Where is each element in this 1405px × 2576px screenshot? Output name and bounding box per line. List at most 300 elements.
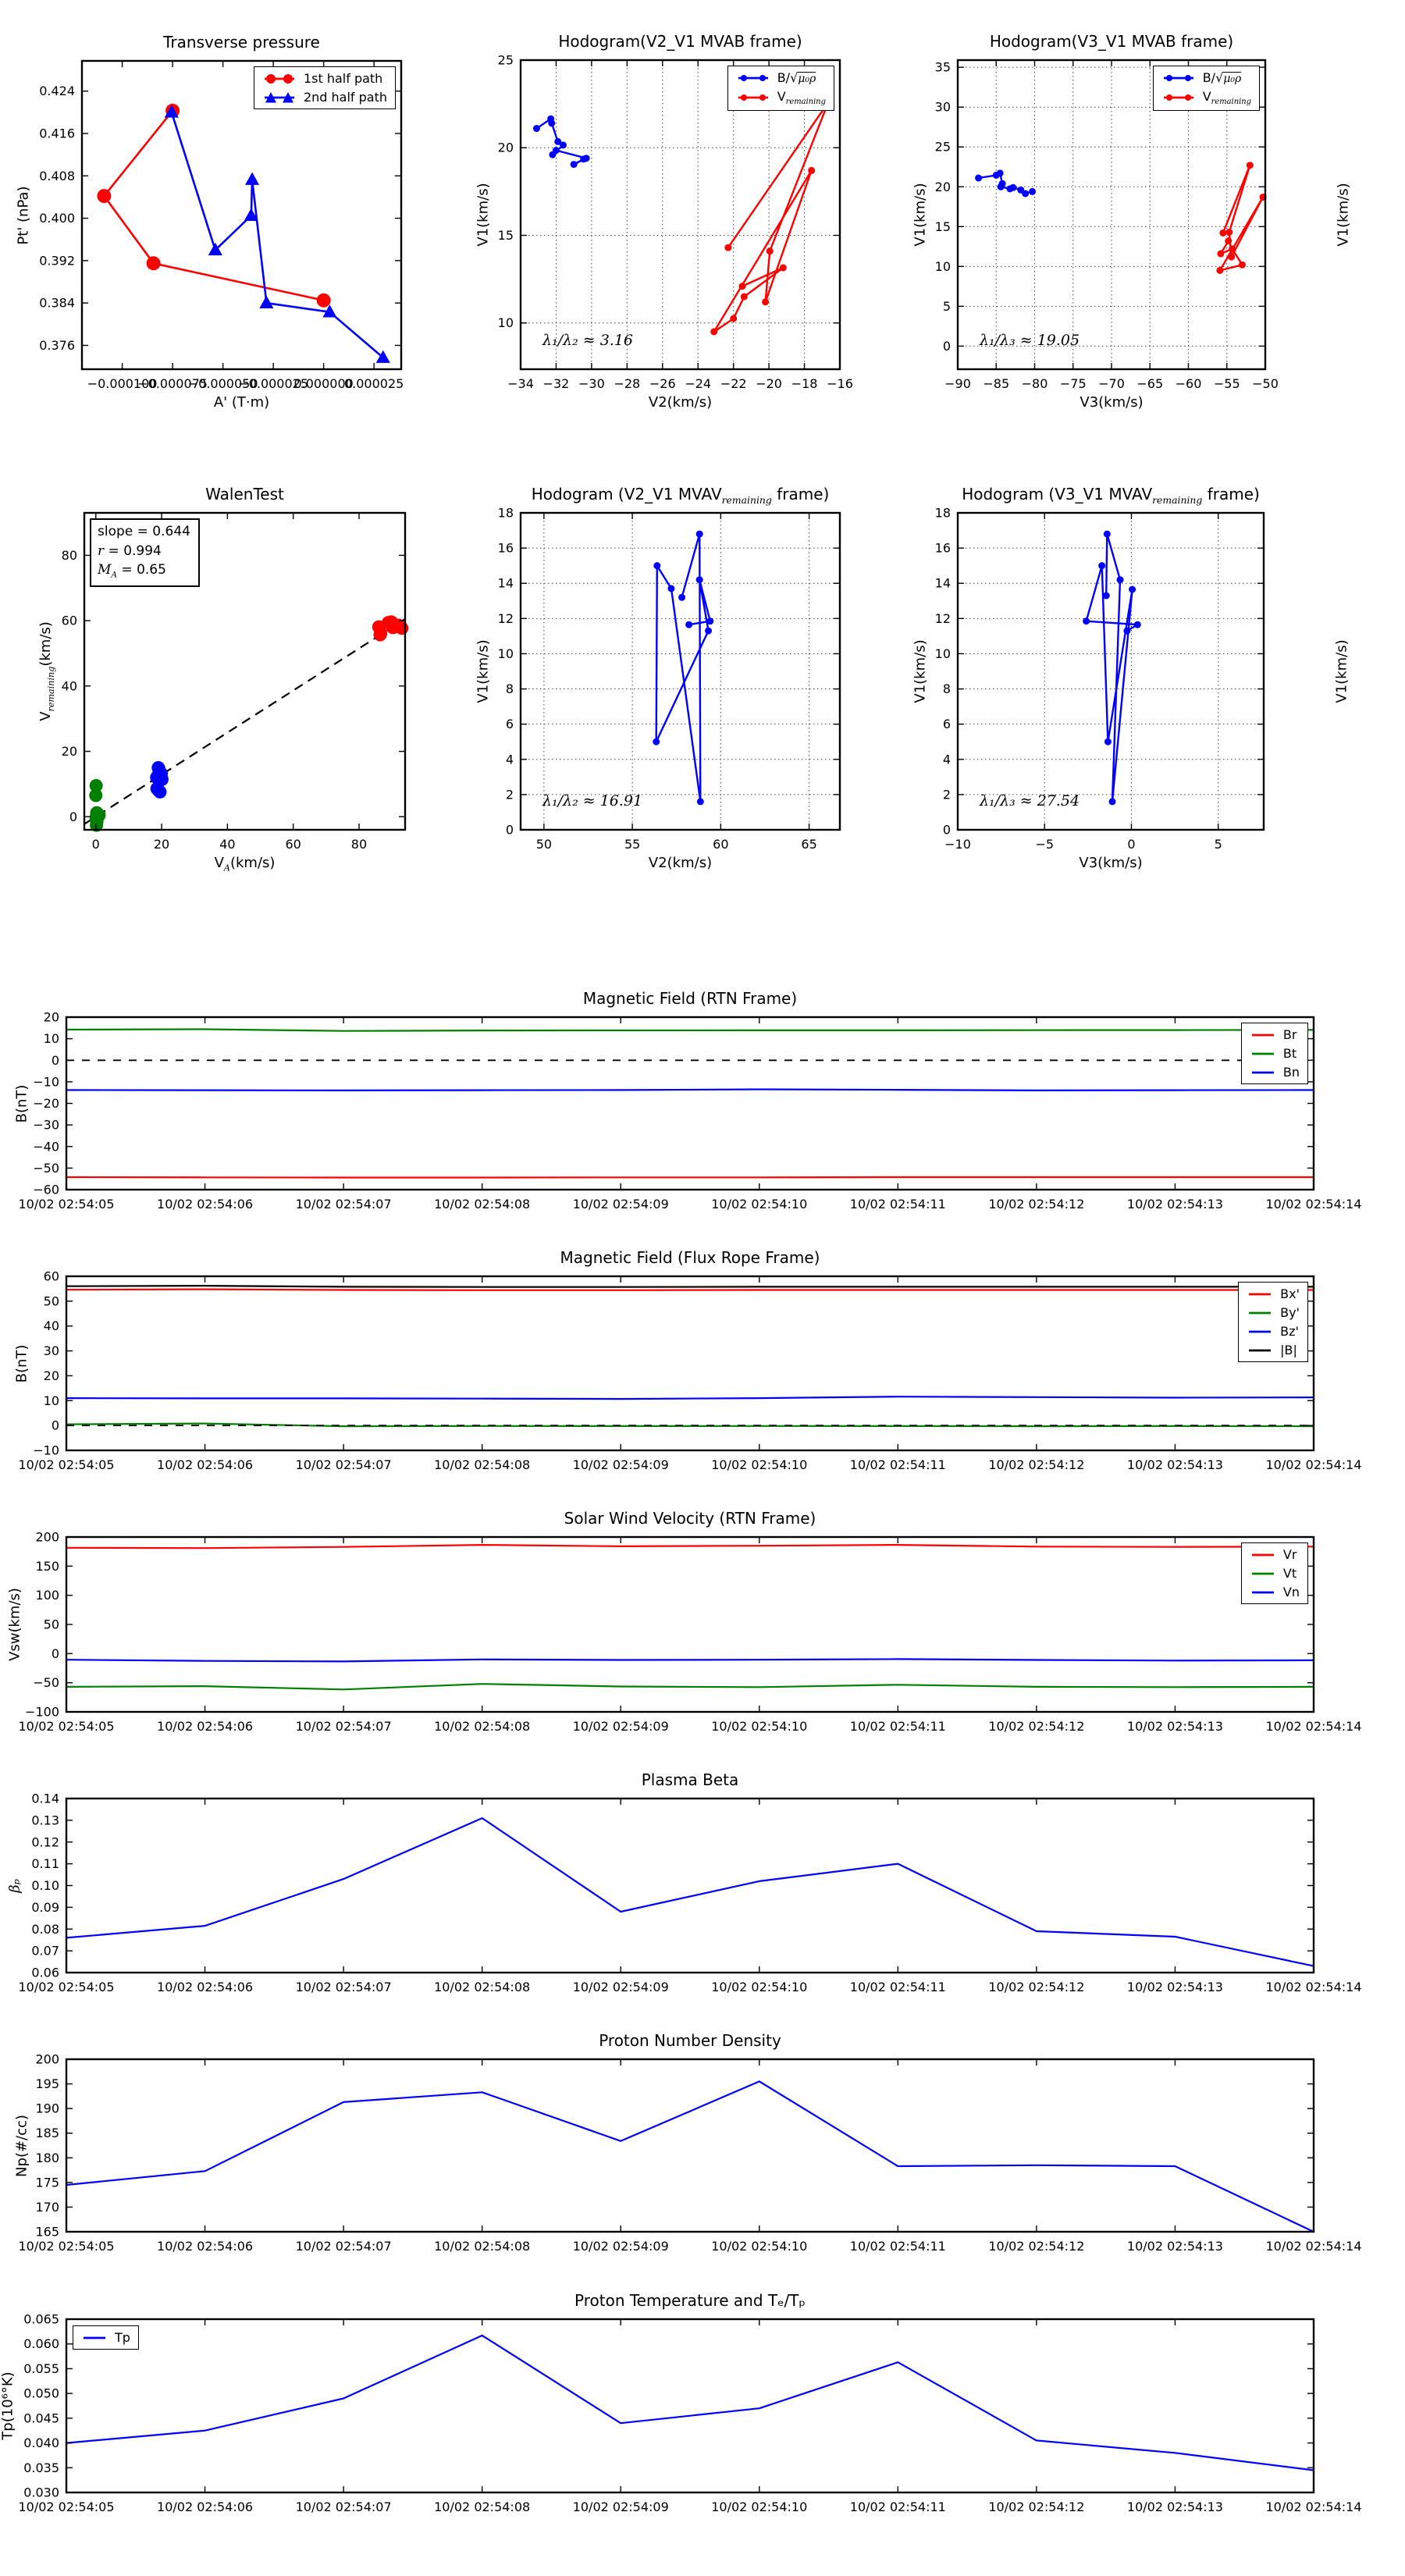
legend-entry <box>736 89 826 106</box>
svg-text:0.060: 0.060 <box>23 2336 59 2352</box>
legend-label: B/√μ₀ρ <box>777 70 816 85</box>
svg-text:10/02 02:54:07: 10/02 02:54:07 <box>295 2239 392 2254</box>
svg-text:10/02 02:54:10: 10/02 02:54:10 <box>711 2239 808 2254</box>
svg-text:−34: −34 <box>507 376 534 391</box>
legend <box>254 66 396 109</box>
svg-text:−50: −50 <box>1252 376 1279 391</box>
svg-text:10/02 02:54:09: 10/02 02:54:09 <box>572 1457 669 1472</box>
svg-text:10/02 02:54:11: 10/02 02:54:11 <box>849 2239 946 2254</box>
svg-text:10/02 02:54:13: 10/02 02:54:13 <box>1126 1719 1223 1734</box>
svg-text:16: 16 <box>497 540 514 556</box>
svg-text:0.055: 0.055 <box>23 2361 59 2376</box>
svg-text:0.376: 0.376 <box>39 337 75 353</box>
svg-text:10/02 02:54:11: 10/02 02:54:11 <box>849 2500 946 2514</box>
legend-label: Vt <box>1282 1566 1297 1581</box>
chart-title: Hodogram (V3_V1 $MVAV_{remaining}$ frame) <box>962 485 1260 506</box>
svg-text:−5: −5 <box>1035 837 1055 852</box>
svg-text:10/02 02:54:09: 10/02 02:54:09 <box>572 1980 669 1994</box>
svg-text:60: 60 <box>61 613 77 628</box>
svg-text:−60: −60 <box>1175 376 1202 391</box>
lambda-ratio-annotation: λ₁/λ₃ ≈ 27.54 <box>980 792 1080 809</box>
svg-text:0.065: 0.065 <box>23 2311 59 2327</box>
svg-text:0.424: 0.424 <box>39 84 75 99</box>
svg-text:8: 8 <box>505 681 514 697</box>
svg-text:−20: −20 <box>33 1096 59 1111</box>
chart-title: Transverse pressure <box>163 33 320 52</box>
svg-text:0.400: 0.400 <box>39 211 75 226</box>
svg-text:0: 0 <box>1127 837 1136 852</box>
legend-entry <box>1161 70 1251 85</box>
svg-text:16: 16 <box>934 540 951 556</box>
svg-text:10: 10 <box>934 258 951 274</box>
fit-stats-line: $M_A = 0.65$ <box>98 562 166 580</box>
svg-text:0: 0 <box>51 1418 59 1433</box>
svg-text:50: 50 <box>43 1617 59 1632</box>
y-axis-label: Tp(10⁶°K) <box>0 2371 16 2440</box>
hodogram-v3v1-mvav-chart <box>912 485 1350 871</box>
svg-text:−30: −30 <box>578 376 605 391</box>
legend-sample-line-icon <box>1247 1288 1273 1300</box>
svg-text:0.13: 0.13 <box>31 1813 59 1828</box>
chart-title: Hodogram(V3_V1 MVAB frame) <box>989 32 1234 51</box>
x-axis-label: V3(km/s) <box>1079 855 1143 871</box>
svg-text:0: 0 <box>942 822 951 838</box>
svg-text:10/02 02:54:10: 10/02 02:54:10 <box>711 1457 808 1472</box>
svg-text:−18: −18 <box>791 376 818 391</box>
legend-label: |B| <box>1280 1343 1297 1357</box>
chart-title: Hodogram(V2_V1 MVAB frame) <box>558 32 802 51</box>
svg-text:10/02 02:54:10: 10/02 02:54:10 <box>711 1197 808 1212</box>
svg-text:10/02 02:54:05: 10/02 02:54:05 <box>18 1719 115 1734</box>
svg-text:180: 180 <box>35 2150 59 2165</box>
legend-entry <box>1247 1324 1300 1339</box>
legend-sample-line-icon <box>1250 1029 1276 1041</box>
svg-text:−20: −20 <box>756 376 782 391</box>
svg-text:10/02 02:54:09: 10/02 02:54:09 <box>572 1197 669 1212</box>
svg-text:0.10: 0.10 <box>31 1878 59 1893</box>
y-axis-label: V1(km/s) <box>912 639 929 703</box>
svg-text:−50: −50 <box>33 1160 59 1176</box>
plot-area <box>18 1529 1362 1734</box>
svg-text:−10: −10 <box>33 1074 59 1090</box>
svg-text:−24: −24 <box>685 376 712 391</box>
legend-sample-triangle-icon <box>262 91 297 104</box>
svg-text:10/02 02:54:12: 10/02 02:54:12 <box>988 1197 1085 1212</box>
legend <box>1241 1542 1308 1604</box>
svg-text:10/02 02:54:12: 10/02 02:54:12 <box>988 1719 1085 1734</box>
svg-text:10/02 02:54:14: 10/02 02:54:14 <box>1265 2500 1362 2514</box>
svg-text:25: 25 <box>497 52 514 68</box>
svg-text:−40: −40 <box>33 1139 59 1155</box>
plot-area <box>18 1791 1362 1994</box>
svg-text:10/02 02:54:09: 10/02 02:54:09 <box>572 2500 669 2514</box>
svg-text:0.12: 0.12 <box>31 1834 59 1850</box>
svg-text:12: 12 <box>497 610 514 626</box>
svg-text:10/02 02:54:12: 10/02 02:54:12 <box>988 2239 1085 2254</box>
svg-text:185: 185 <box>35 2126 59 2141</box>
svg-text:10: 10 <box>497 315 514 331</box>
svg-text:−10: −10 <box>944 837 971 852</box>
svg-text:−65: −65 <box>1136 376 1164 391</box>
svg-text:190: 190 <box>35 2101 59 2116</box>
legend-entry <box>1250 1585 1300 1599</box>
svg-text:10/02 02:54:08: 10/02 02:54:08 <box>434 2500 531 2514</box>
svg-text:5: 5 <box>1214 837 1222 852</box>
legend-entry <box>736 70 826 85</box>
svg-text:10/02 02:54:14: 10/02 02:54:14 <box>1265 1457 1362 1472</box>
legend-sample-line-icon <box>1250 1567 1276 1580</box>
svg-text:0: 0 <box>69 809 77 824</box>
svg-text:18: 18 <box>497 505 514 521</box>
legend-sample-line-icon <box>1250 1586 1276 1599</box>
svg-text:60: 60 <box>285 837 301 852</box>
svg-text:−85: −85 <box>983 376 1010 391</box>
transverse-pressure-chart <box>15 33 404 411</box>
legend-entry <box>1250 1027 1300 1042</box>
svg-text:60: 60 <box>43 1268 59 1284</box>
svg-text:20: 20 <box>43 1009 59 1025</box>
legend-label: $V_{remaining}$ <box>1202 89 1251 107</box>
fit-stats-line: r = 0.994 <box>98 543 162 559</box>
legend <box>727 66 834 111</box>
y-axis-label: B(nT) <box>13 1344 30 1382</box>
svg-text:80: 80 <box>350 837 368 852</box>
svg-text:4: 4 <box>942 752 951 767</box>
hodogram-v3v1-mvab-chart <box>912 32 1352 411</box>
svg-text:10: 10 <box>43 1031 59 1047</box>
svg-text:10/02 02:54:11: 10/02 02:54:11 <box>849 1719 946 1734</box>
svg-text:10/02 02:54:14: 10/02 02:54:14 <box>1265 1980 1362 1994</box>
legend-label: Bz' <box>1280 1324 1299 1339</box>
legend-sample-line-icon <box>1247 1325 1273 1338</box>
legend-label: B/√μ₀ρ <box>1202 70 1242 85</box>
walen-test-chart <box>37 485 405 873</box>
svg-text:40: 40 <box>219 837 236 852</box>
svg-text:10/02 02:54:13: 10/02 02:54:13 <box>1126 1457 1223 1472</box>
svg-text:0: 0 <box>51 1052 59 1068</box>
magnetic-field-rtn-chart <box>13 989 1362 1212</box>
plot-area <box>497 505 840 852</box>
svg-text:4: 4 <box>505 752 514 767</box>
legend-label: Bx' <box>1280 1286 1300 1301</box>
svg-text:−26: −26 <box>649 376 676 391</box>
legend-entry <box>1250 1547 1300 1562</box>
plot-area <box>934 505 1264 852</box>
svg-text:0.07: 0.07 <box>31 1943 59 1959</box>
svg-text:0.06: 0.06 <box>31 1965 59 1980</box>
svg-text:−100: −100 <box>25 1704 59 1720</box>
y-axis-label-right: V1(km/s) <box>1335 183 1352 247</box>
svg-text:35: 35 <box>934 59 951 75</box>
legend-label: Bn <box>1282 1065 1300 1080</box>
svg-text:10/02 02:54:13: 10/02 02:54:13 <box>1126 1197 1223 1212</box>
svg-text:10/02 02:54:09: 10/02 02:54:09 <box>572 1719 669 1734</box>
svg-text:165: 165 <box>35 2224 59 2240</box>
legend-entry <box>262 90 387 105</box>
y-axis-label: $V_{remaining}(km/s)$ <box>37 621 56 721</box>
hodogram-v2v1-mvab-chart <box>475 32 853 411</box>
solar-wind-velocity-chart <box>6 1509 1362 1734</box>
svg-text:10/02 02:54:06: 10/02 02:54:06 <box>157 2500 254 2514</box>
legend-label: Tp <box>115 2330 130 2345</box>
y-axis-label: Np(#/cc) <box>13 2114 30 2177</box>
svg-text:−0.000025: −0.000025 <box>238 376 309 391</box>
magnetic-field-fluxrope-chart <box>13 1248 1362 1472</box>
svg-text:10/02 02:54:06: 10/02 02:54:06 <box>157 1980 254 1994</box>
lambda-ratio-annotation: λ₁/λ₃ ≈ 19.05 <box>980 332 1080 349</box>
legend-label: Bt <box>1282 1046 1297 1061</box>
svg-text:0.392: 0.392 <box>39 253 75 269</box>
svg-text:0.045: 0.045 <box>23 2411 59 2426</box>
svg-text:−90: −90 <box>944 376 971 391</box>
svg-text:10/02 02:54:05: 10/02 02:54:05 <box>18 2500 115 2514</box>
svg-text:10/02 02:54:09: 10/02 02:54:09 <box>572 2239 669 2254</box>
chart-title: WalenTest <box>205 485 284 503</box>
svg-text:195: 195 <box>35 2076 59 2092</box>
legend-entry <box>1247 1286 1300 1301</box>
x-axis-label: V2(km/s) <box>648 855 713 871</box>
svg-text:−50: −50 <box>33 1675 59 1691</box>
svg-text:0: 0 <box>505 822 514 838</box>
svg-text:−10: −10 <box>33 1443 59 1458</box>
svg-text:200: 200 <box>35 2051 59 2067</box>
svg-text:10/02 02:54:11: 10/02 02:54:11 <box>849 1197 946 1212</box>
svg-text:10/02 02:54:14: 10/02 02:54:14 <box>1265 1197 1362 1212</box>
y-axis-label: B(nT) <box>13 1084 30 1123</box>
svg-text:25: 25 <box>934 139 951 155</box>
svg-text:−16: −16 <box>827 376 853 391</box>
svg-text:−22: −22 <box>720 376 747 391</box>
svg-text:−0.000050: −0.000050 <box>187 376 258 391</box>
svg-text:20: 20 <box>934 179 951 194</box>
x-axis-label: V2(km/s) <box>648 394 713 411</box>
svg-text:170: 170 <box>35 2199 59 2215</box>
plot-area <box>18 2311 1362 2514</box>
svg-text:10/02 02:54:10: 10/02 02:54:10 <box>711 1980 808 1994</box>
svg-text:10/02 02:54:08: 10/02 02:54:08 <box>434 1980 531 1994</box>
legend-sample-circle-icon <box>262 73 297 85</box>
svg-text:5: 5 <box>942 298 951 314</box>
x-axis-label: A' (T·m) <box>213 394 270 411</box>
legend-sample-dot-icon <box>736 91 770 104</box>
svg-text:10: 10 <box>934 646 951 661</box>
svg-text:10/02 02:54:05: 10/02 02:54:05 <box>18 1457 115 1472</box>
svg-text:2: 2 <box>505 787 514 802</box>
legend-entry <box>1250 1566 1300 1581</box>
legend-label: By' <box>1280 1305 1300 1320</box>
svg-text:10/02 02:54:07: 10/02 02:54:07 <box>295 1457 392 1472</box>
svg-text:0.040: 0.040 <box>23 2435 59 2451</box>
chart-title: Hodogram (V2_V1 $MVAV_{remaining}$ frame) <box>531 485 830 506</box>
legend <box>73 2325 139 2350</box>
svg-text:0.384: 0.384 <box>39 295 75 311</box>
svg-text:10/02 02:54:10: 10/02 02:54:10 <box>711 1719 808 1734</box>
svg-text:10/02 02:54:14: 10/02 02:54:14 <box>1265 2239 1362 2254</box>
svg-text:0.08: 0.08 <box>31 1921 59 1937</box>
legend-sample-dot-icon <box>1161 72 1196 84</box>
svg-text:0.416: 0.416 <box>39 126 75 141</box>
svg-text:80: 80 <box>61 547 77 563</box>
svg-text:−28: −28 <box>614 376 641 391</box>
svg-text:18: 18 <box>934 505 951 521</box>
svg-text:−75: −75 <box>1059 376 1087 391</box>
chart-title: Proton Number Density <box>599 2031 781 2050</box>
chart-title: Proton Temperature and Tₑ/Tₚ <box>574 2291 806 2310</box>
svg-text:−0.000100: −0.000100 <box>87 376 158 391</box>
svg-text:60: 60 <box>713 837 729 852</box>
svg-text:30: 30 <box>43 1343 59 1359</box>
fit-stats-box <box>90 518 200 587</box>
lambda-ratio-annotation: λ₁/λ₂ ≈ 3.16 <box>542 332 634 349</box>
svg-text:0.408: 0.408 <box>39 168 75 183</box>
y-axis-label: βₚ <box>6 1878 23 1893</box>
legend-sample-dot-icon <box>736 72 770 84</box>
legend-entry <box>1247 1305 1300 1320</box>
legend-label: 1st half path <box>303 71 383 86</box>
svg-text:55: 55 <box>624 837 641 852</box>
legend-label: Vr <box>1282 1547 1297 1562</box>
svg-text:10/02 02:54:05: 10/02 02:54:05 <box>18 1980 115 1994</box>
svg-text:50: 50 <box>535 837 553 852</box>
y-axis-label: Vsw(km/s) <box>6 1588 23 1661</box>
svg-text:0.09: 0.09 <box>31 1899 59 1915</box>
svg-text:10/02 02:54:06: 10/02 02:54:06 <box>157 1719 254 1734</box>
svg-text:30: 30 <box>934 99 951 115</box>
y-axis-label: V1(km/s) <box>912 183 929 247</box>
svg-text:6: 6 <box>942 717 951 732</box>
svg-text:10: 10 <box>43 1393 59 1408</box>
svg-text:200: 200 <box>35 1529 59 1545</box>
legend <box>1153 66 1260 111</box>
legend-entry <box>1250 1065 1300 1080</box>
legend-sample-line-icon <box>1247 1307 1273 1319</box>
legend-label: $V_{remaining}$ <box>777 89 826 107</box>
svg-text:−80: −80 <box>1021 376 1048 391</box>
svg-text:−32: −32 <box>542 376 570 391</box>
legend <box>1238 1282 1308 1362</box>
legend-label: Br <box>1282 1027 1297 1042</box>
svg-text:20: 20 <box>43 1368 59 1383</box>
fit-stats-line: slope = 0.644 <box>98 524 190 539</box>
svg-text:10/02 02:54:07: 10/02 02:54:07 <box>295 1980 392 1994</box>
svg-text:0: 0 <box>942 338 951 354</box>
legend-sample-line-icon <box>1250 1549 1276 1561</box>
svg-text:2: 2 <box>942 787 951 802</box>
svg-text:10/02 02:54:05: 10/02 02:54:05 <box>18 2239 115 2254</box>
svg-text:40: 40 <box>43 1318 59 1334</box>
svg-text:10/02 02:54:12: 10/02 02:54:12 <box>988 2500 1085 2514</box>
svg-text:6: 6 <box>505 717 514 732</box>
svg-text:100: 100 <box>35 1588 59 1603</box>
x-axis-label: $V_A(km/s)$ <box>214 855 276 873</box>
svg-text:20: 20 <box>61 744 77 760</box>
legend-entry <box>262 71 387 86</box>
svg-text:40: 40 <box>61 678 77 694</box>
svg-text:10/02 02:54:12: 10/02 02:54:12 <box>988 1457 1085 1472</box>
legend-entry <box>81 2330 130 2345</box>
svg-text:10/02 02:54:07: 10/02 02:54:07 <box>295 1719 392 1734</box>
legend-label: 2nd half path <box>303 90 387 105</box>
svg-text:10/02 02:54:12: 10/02 02:54:12 <box>988 1980 1085 1994</box>
svg-text:10/02 02:54:06: 10/02 02:54:06 <box>157 2239 254 2254</box>
svg-text:10/02 02:54:10: 10/02 02:54:10 <box>711 2500 808 2514</box>
svg-text:−30: −30 <box>33 1117 59 1133</box>
svg-text:14: 14 <box>497 575 514 591</box>
y-axis-label: Pt' (nPa) <box>15 185 32 245</box>
svg-text:0: 0 <box>91 837 100 852</box>
svg-text:150: 150 <box>35 1558 59 1574</box>
svg-text:10/02 02:54:06: 10/02 02:54:06 <box>157 1457 254 1472</box>
svg-text:10/02 02:54:07: 10/02 02:54:07 <box>295 1197 392 1212</box>
proton-density-chart <box>13 2031 1362 2254</box>
legend-sample-dot-icon <box>1161 91 1196 104</box>
legend-sample-line-icon <box>1250 1048 1276 1060</box>
svg-text:0.11: 0.11 <box>31 1856 59 1872</box>
svg-text:10: 10 <box>497 646 514 661</box>
svg-text:10/02 02:54:08: 10/02 02:54:08 <box>434 1197 531 1212</box>
chart-title: Magnetic Field (Flux Rope Frame) <box>560 1248 820 1267</box>
svg-text:15: 15 <box>497 227 514 243</box>
svg-text:10/02 02:54:13: 10/02 02:54:13 <box>1126 2239 1223 2254</box>
svg-text:50: 50 <box>43 1293 59 1309</box>
svg-text:14: 14 <box>934 575 951 591</box>
svg-text:10/02 02:54:14: 10/02 02:54:14 <box>1265 1719 1362 1734</box>
svg-text:20: 20 <box>497 140 514 155</box>
svg-text:10/02 02:54:11: 10/02 02:54:11 <box>849 1980 946 1994</box>
legend-sample-line-icon <box>81 2332 108 2344</box>
x-axis-label: V3(km/s) <box>1080 394 1144 411</box>
legend-entry <box>1250 1046 1300 1061</box>
svg-text:10/02 02:54:13: 10/02 02:54:13 <box>1126 2500 1223 2514</box>
svg-text:175: 175 <box>35 2175 59 2190</box>
plasma-beta-chart <box>6 1770 1362 1994</box>
svg-text:0.035: 0.035 <box>23 2460 59 2475</box>
y-axis-label: V1(km/s) <box>475 639 492 703</box>
lambda-ratio-annotation: λ₁/λ₂ ≈ 16.91 <box>542 792 643 809</box>
svg-text:10/02 02:54:06: 10/02 02:54:06 <box>157 1197 254 1212</box>
svg-text:10/02 02:54:13: 10/02 02:54:13 <box>1126 1980 1223 1994</box>
svg-text:0.030: 0.030 <box>23 2485 59 2500</box>
svg-text:−0.000075: −0.000075 <box>137 376 208 391</box>
proton-temperature-chart <box>0 2291 1362 2514</box>
svg-text:0: 0 <box>51 1646 59 1661</box>
hodogram-v2v1-mvav-chart <box>475 485 840 871</box>
y-axis-label: V1(km/s) <box>475 183 492 247</box>
svg-text:0.000025: 0.000025 <box>343 376 404 391</box>
chart-title: Plasma Beta <box>641 1770 739 1789</box>
svg-text:10/02 02:54:08: 10/02 02:54:08 <box>434 1457 531 1472</box>
legend-sample-line-icon <box>1247 1344 1273 1357</box>
legend <box>1241 1023 1308 1084</box>
svg-text:−70: −70 <box>1098 376 1125 391</box>
svg-text:65: 65 <box>801 837 817 852</box>
svg-text:12: 12 <box>934 610 951 626</box>
legend-sample-line-icon <box>1250 1066 1276 1079</box>
legend-label: Vn <box>1282 1585 1300 1599</box>
svg-text:0.050: 0.050 <box>23 2386 59 2401</box>
chart-title: Magnetic Field (RTN Frame) <box>582 989 798 1008</box>
legend-entry <box>1247 1343 1300 1357</box>
svg-text:0.14: 0.14 <box>31 1791 59 1806</box>
svg-text:10/02 02:54:07: 10/02 02:54:07 <box>295 2500 392 2514</box>
y-axis-label-right: V1(km/s) <box>1333 639 1350 703</box>
svg-text:15: 15 <box>934 219 951 234</box>
svg-text:20: 20 <box>153 837 170 852</box>
svg-text:0.000000: 0.000000 <box>293 376 354 391</box>
svg-text:−60: −60 <box>33 1182 59 1197</box>
chart-title: Solar Wind Velocity (RTN Frame) <box>564 1509 816 1528</box>
svg-text:−55: −55 <box>1213 376 1240 391</box>
